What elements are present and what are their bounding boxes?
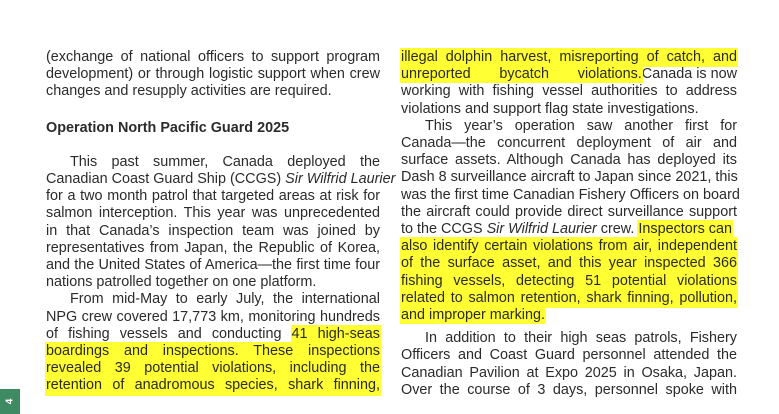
body-line: violations and support flag state investigations. <box>401 100 699 117</box>
body-line <box>401 255 737 272</box>
text-run: Canadian Coast Guard Ship (CCGS) <box>46 171 286 188</box>
body-line <box>401 221 737 238</box>
body-line: NPG crew covered 17,773 km, monitoring hundreds <box>46 308 380 325</box>
body-line <box>401 290 737 307</box>
left-column <box>46 49 396 395</box>
highlighted-text: retention of anadromous species, shark finning, <box>46 377 380 394</box>
body-line <box>401 238 737 255</box>
body-line: working with fishing vessel authorities to address <box>401 83 737 100</box>
body-line: Officers and Coast Guard personnel attended the <box>401 347 737 364</box>
right-column <box>401 49 740 399</box>
body-line: salmon interception. This year was unprecedented <box>46 205 380 222</box>
body-line: the aircraft could provide direct surveillance support <box>401 203 737 220</box>
text-run: Canada is now <box>641 66 737 83</box>
body-line: representatives from Japan, the Republic of Korea, <box>46 239 380 256</box>
highlighted-text: unreported bycatch violations. <box>401 66 642 83</box>
body-line: From mid-May to early July, the international <box>70 291 380 308</box>
body-line: Over the course of 3 days, personnel spoke with <box>401 381 737 398</box>
highlighted-text: related to salmon retention, shark finning, pollution, <box>401 289 737 306</box>
body-line <box>401 66 737 83</box>
highlighted-text: boardings and inspections. These inspections <box>46 343 380 360</box>
body-line: changes and resupply activities are required. <box>46 83 332 100</box>
body-line: In addition to their high seas patrols, Fishery <box>425 330 737 347</box>
body-line: was the first time Canadian Fishery Officers on board <box>401 186 740 203</box>
body-line: in that Canada’s inspection team was joined by <box>46 222 380 239</box>
body-line: for a two month patrol that targeted areas at risk for <box>46 188 380 205</box>
text-run: to the CCGS <box>401 221 487 238</box>
body-line: nations patrolled together on one platform. <box>46 274 317 291</box>
highlighted-text: of the surface asset, and this year inspected 366 <box>401 255 737 272</box>
body-line: Dash 8 surveillance aircraft to Japan since 2021, this <box>401 169 738 186</box>
body-line: Canadian Pavilion at Expo 2025 in Osaka, Japan. <box>401 364 737 381</box>
body-line: (exchange of national officers to support program <box>46 49 380 65</box>
page-number: 4 <box>4 398 16 405</box>
body-line <box>46 326 380 343</box>
body-line: This past summer, Canada deployed the <box>70 153 380 170</box>
body-line <box>401 49 737 66</box>
body-line <box>46 171 396 188</box>
body-line: development) or through logistic support when crew <box>46 66 380 83</box>
body-line: This year’s operation saw another first for <box>425 117 737 134</box>
body-line: surface assets. Although Canada has deployed its <box>401 152 737 169</box>
section-heading: Operation North Pacific Guard 2025 <box>46 119 290 136</box>
highlighted-text: also identify certain violations from air, independent <box>401 238 737 255</box>
body-line: Canada—the concurrent deployment of air and <box>401 135 737 152</box>
text-run: of fishing vessels and conducting <box>46 325 292 342</box>
text-run: crew. <box>596 221 639 238</box>
body-line <box>46 377 380 394</box>
body-line: and the United States of America—the first time four <box>46 257 380 274</box>
highlighted-text: revealed 39 potential violations, including the <box>46 360 380 377</box>
ship-name: Sir Wilfrid Laurier <box>486 221 597 238</box>
body-line <box>401 307 737 324</box>
body-line <box>46 343 380 360</box>
body-line <box>401 273 737 290</box>
highlighted-text: and improper marking. <box>401 307 545 324</box>
highlighted-text: fishing vessels, detecting 51 potential violations <box>401 272 737 289</box>
body-line <box>46 360 380 377</box>
ship-name: Sir Wilfrid Laurier <box>285 171 396 188</box>
highlighted-text: illegal dolphin harvest, misreporting of catch, and <box>401 49 737 65</box>
highlighted-text: 41 high-seas <box>291 325 380 342</box>
highlighted-text: Inspectors can <box>638 221 732 238</box>
